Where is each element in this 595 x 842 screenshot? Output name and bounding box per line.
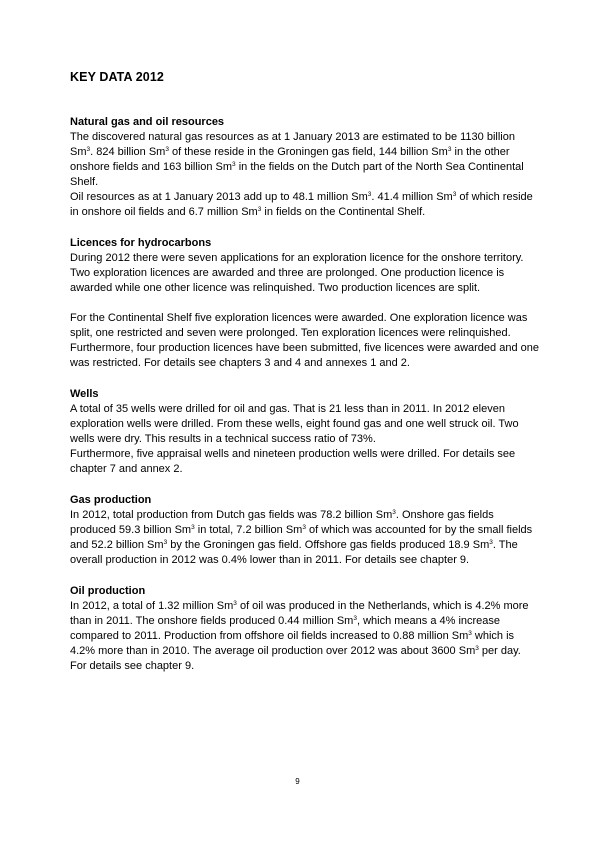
paragraph (70, 599, 540, 674)
section-heading: Wells (70, 388, 99, 400)
text-run: . The overall production in 2012 was 0.4% lower than in 2011. For details see chapter 9. (70, 539, 518, 566)
section-licences (70, 236, 540, 371)
superscript: 3 (86, 146, 91, 153)
superscript: 3 (191, 524, 195, 531)
text-run: in the other onshore fields and 163 billion Sm (70, 146, 510, 173)
superscript: 3 (447, 146, 452, 153)
text-run: of which was accounted for by the small fields and 52.2 billion Sm (70, 524, 533, 551)
superscript: 3 (233, 600, 237, 607)
section-heading: Gas production (70, 494, 152, 506)
superscript: 3 (302, 524, 306, 531)
text-run: per day. For details see chapter 9. (70, 645, 521, 672)
superscript: 3 (232, 161, 236, 168)
text-run: The discovered natural gas resources as at 1 January 2013 are estimated to be 1130 billion Sm (70, 131, 515, 158)
superscript: 3 (257, 206, 262, 213)
text-run: of which reside in onshore oil fields and 6.7 million Sm (70, 191, 533, 218)
superscript: 3 (165, 146, 169, 153)
superscript: 3 (468, 630, 472, 637)
superscript: 3 (452, 191, 457, 198)
page-number: 9 (295, 777, 300, 786)
text-run: In 2012, total production from Dutch gas fields was 78.2 billion Sm (70, 509, 393, 521)
paragraph (70, 508, 540, 568)
text-run: . 824 billion Sm (90, 146, 166, 158)
text-run: in the fields on the Dutch part of the North Sea Continental Shelf. (70, 161, 524, 188)
text-run: In 2012, a total of 1.32 million Sm (70, 600, 234, 612)
paragraph: For the Continental Shelf five exploration licences were awarded. One exploration licence was split, one restricted and seven were prolonged. Ten exploration licences were relinquished. (70, 312, 528, 339)
section-wells (70, 387, 540, 477)
superscript: 3 (475, 645, 479, 652)
paragraph: During 2012 there were seven applications for an exploration licence for the onshore territory. Two exploration licences are awarded and three are prolonged. One production licence is awarded while one other licence was relinquished. Two production licences are split. (70, 252, 524, 294)
section-heading: Licences for hydrocarbons (70, 237, 212, 249)
text-run: . 41.4 million Sm (371, 191, 453, 203)
text-run: which is 4.2% more than in 2010. The average oil production over 2012 was about 3600 Sm (70, 630, 515, 657)
superscript: 3 (489, 539, 493, 546)
text-run: in total, 7.2 billion Sm (194, 524, 303, 536)
content (70, 115, 540, 690)
superscript: 3 (392, 509, 396, 516)
section-oil-production (70, 584, 540, 674)
section-heading: Natural gas and oil resources (70, 116, 225, 128)
section-resources (70, 115, 540, 220)
page-title: KEY DATA 2012 (70, 70, 164, 84)
text-run: , which means a 4% increase compared to 2011. Production from offshore oil fields increased to 0.88 million Sm (70, 615, 501, 642)
text-run: of these reside in the Groningen gas field, 144 billion Sm (168, 146, 448, 158)
paragraph: A total of 35 wells were drilled for oil and gas. That is 21 less than in 2011. In 2012 eleven exploration wells were drilled. From these wells, eight found gas and one well struck oil. Two wells were dry. This results in a technical success ratio of 73%. (70, 403, 519, 445)
text-run: Oil resources as at 1 January 2013 add up to 48.1 million Sm (70, 191, 368, 203)
superscript: 3 (367, 191, 372, 198)
paragraph: Furthermore, five appraisal wells and nineteen production wells were drilled. For details see chapter 7 and annex 2. (70, 448, 516, 475)
text-run: . Onshore gas fields produced 59.3 billion Sm (70, 509, 494, 536)
superscript: 3 (353, 615, 357, 622)
text-run: of oil was produced in the Netherlands, which is 4.2% more than in 2011. The onshore fields produced 0.44 million Sm (70, 600, 529, 627)
text-run: by the Groningen gas field. Offshore gas fields produced 18.9 Sm (167, 539, 490, 551)
section-gas-production (70, 493, 540, 568)
paragraph (70, 130, 540, 190)
paragraph (70, 190, 540, 220)
section-heading: Oil production (70, 585, 146, 597)
paragraph: Furthermore, four production licences have been submitted, five licences were awarded and one was restricted. For details see chapters 3 and 4 and annexes 1 and 2. (70, 342, 539, 369)
superscript: 3 (163, 539, 168, 546)
text-run: in fields on the Continental Shelf. (261, 206, 426, 218)
